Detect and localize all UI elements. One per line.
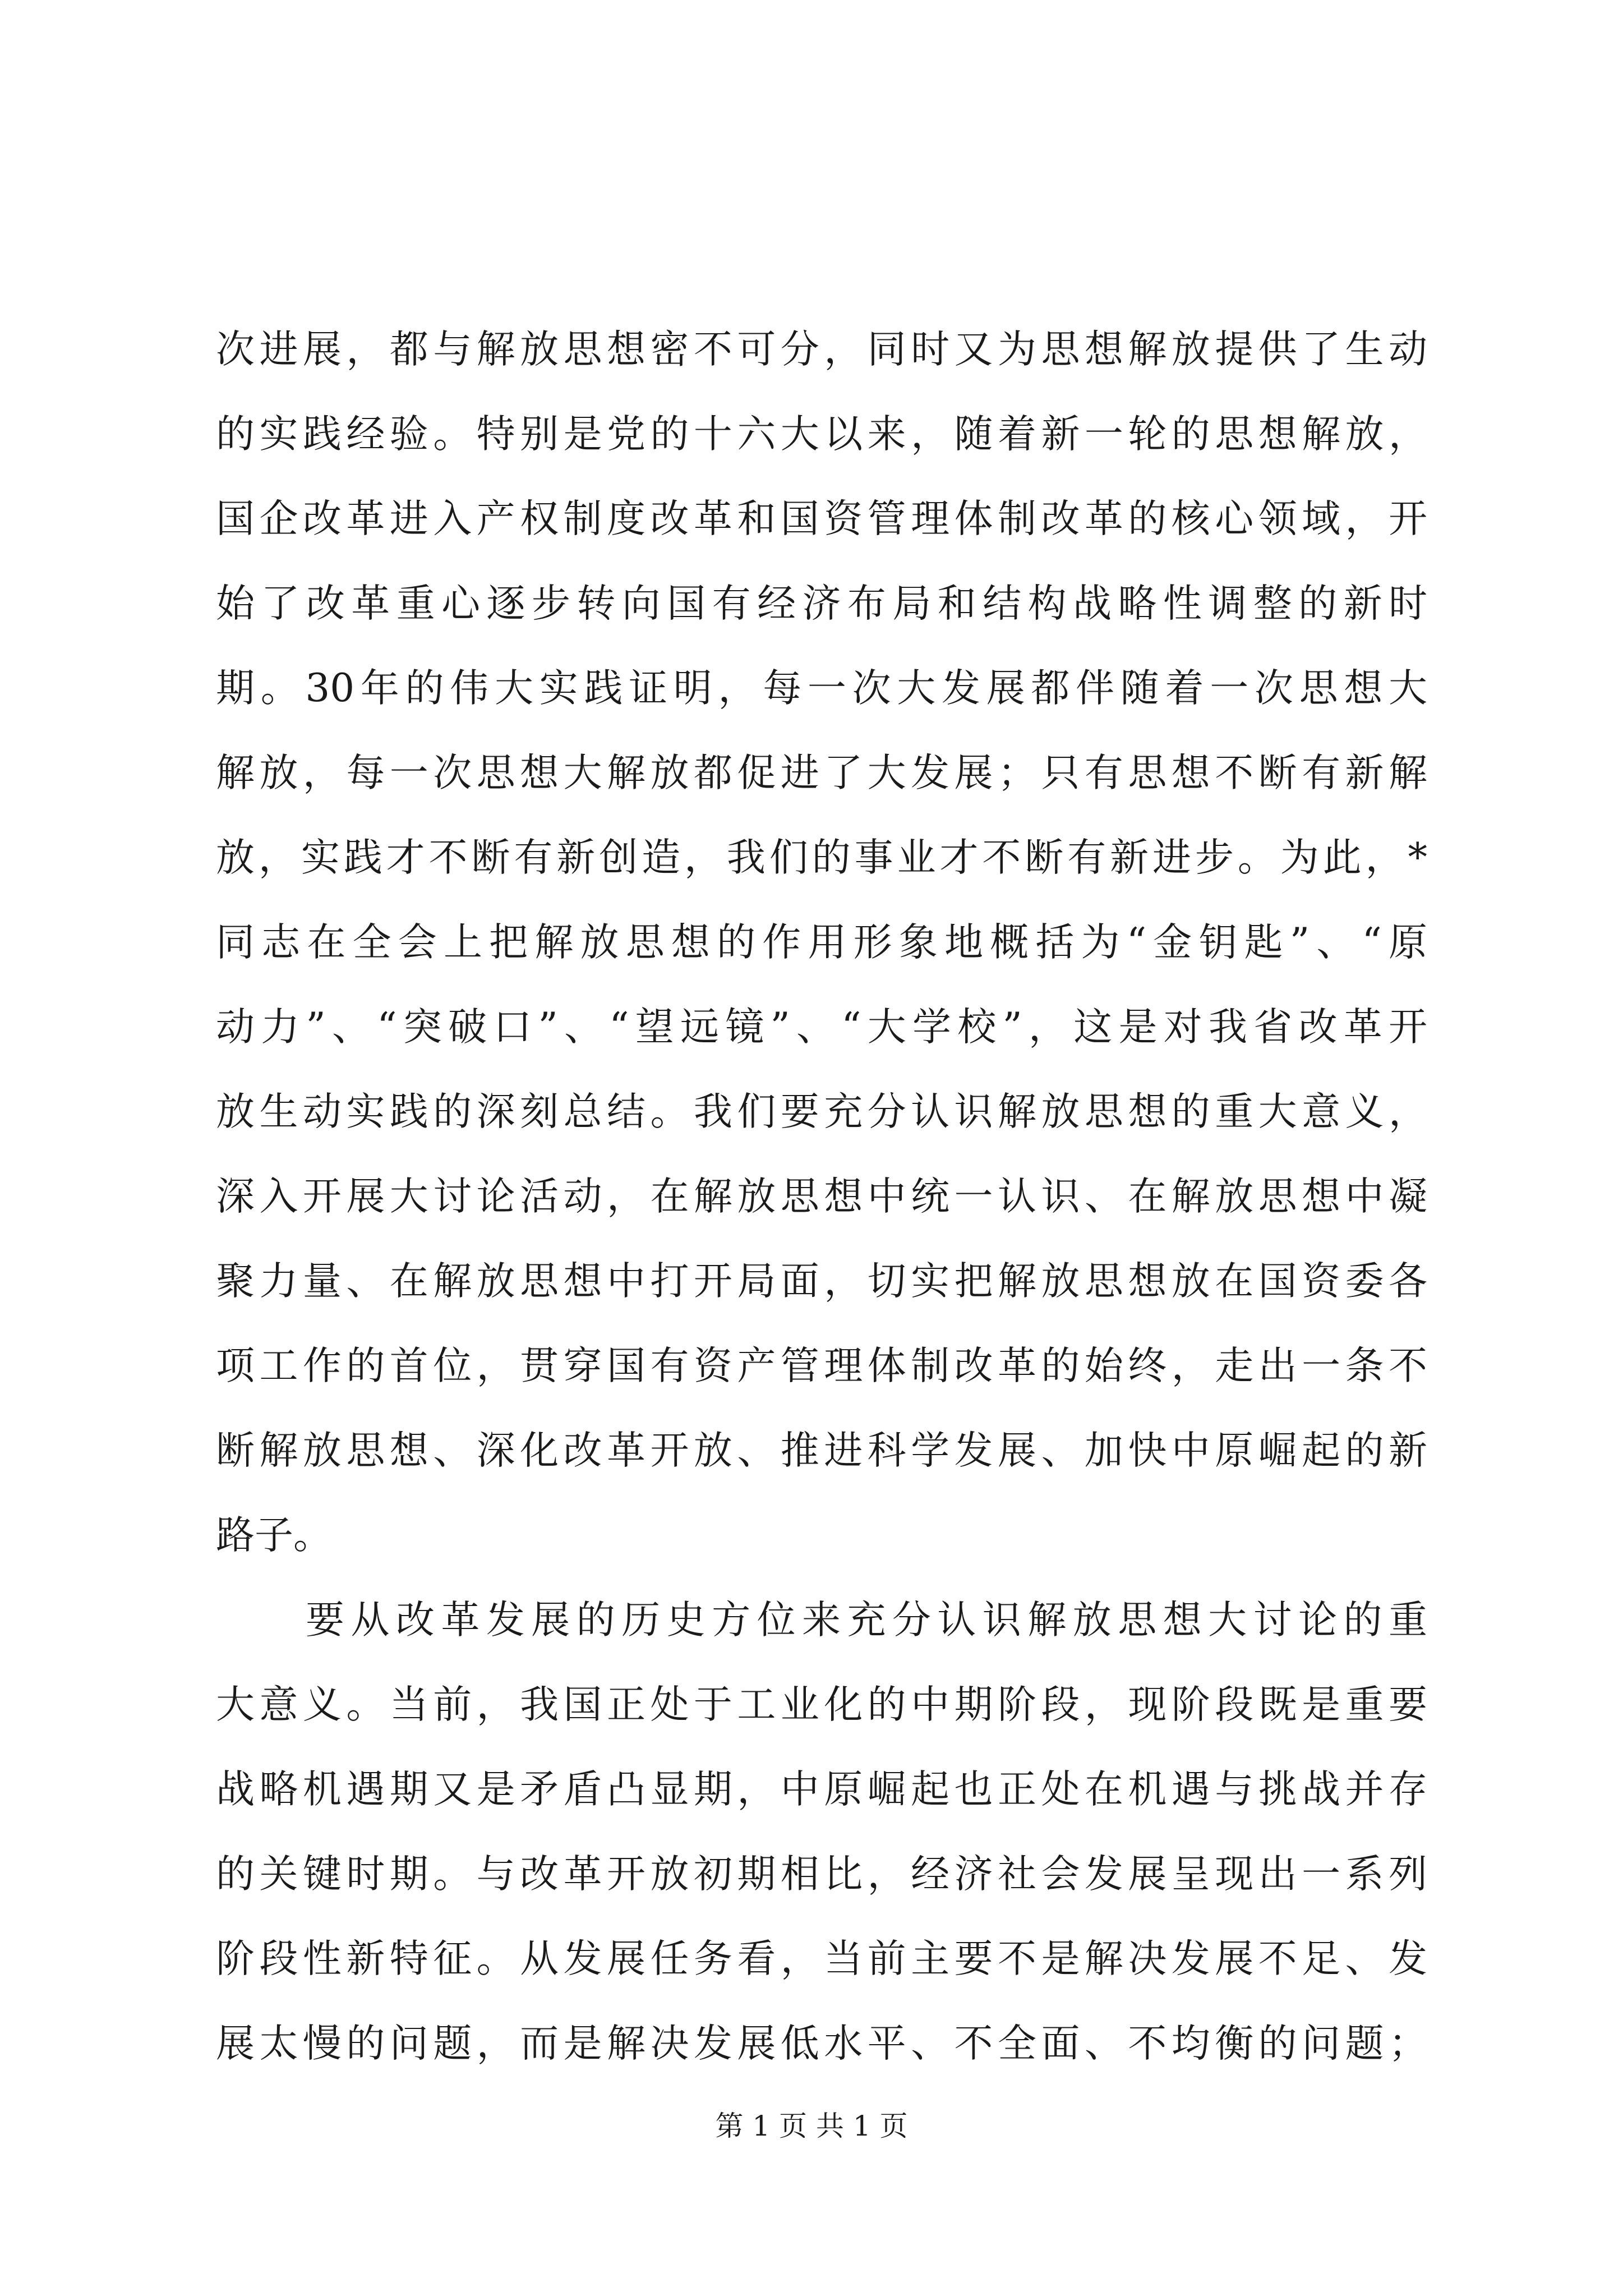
text-line: 路子。 (216, 1513, 332, 1558)
document-body (216, 307, 1427, 2086)
text-line: 展太慢的问题，而是解决发展低水平、不全面、不均衡的问题； (216, 2021, 1427, 2066)
page-number-label: 第 1 页 共 1 页 (715, 2110, 908, 2142)
text-line: 动力”、“突破口”、“望远镜”、“大学校”，这是对我省改革开 (216, 1005, 1427, 1050)
text-line: 放生动实践的深刻总结。我们要充分认识解放思想的重大意义， (216, 1089, 1427, 1134)
text-line: 深入开展大讨论活动，在解放思想中统一认识、在解放思想中凝 (216, 1174, 1427, 1219)
text-line: 要从改革发展的历史方位来充分认识解放思想大讨论的重 (306, 1598, 1427, 1642)
text-line: 项工作的首位，贯穿国有资产管理体制改革的始终，走出一条不 (216, 1343, 1427, 1388)
text-line: 次进展，都与解放思想密不可分，同时又为思想解放提供了生动 (216, 327, 1427, 372)
text-line: 期。30年的伟大实践证明，每一次大发展都伴随着一次思想大 (216, 666, 1427, 711)
text-line: 的关键时期。与改革开放初期相比，经济社会发展呈现出一系列 (216, 1852, 1427, 1897)
text-line: 大意义。当前，我国正处于工业化的中期阶段，现阶段既是重要 (216, 1682, 1427, 1727)
text-line: 的实践经验。特别是党的十六大以来，随着新一轮的思想解放， (216, 412, 1427, 457)
text-line: 阶段性新特征。从发展任务看，当前主要不是解决发展不足、发 (216, 1936, 1427, 1981)
paragraph-1 (216, 307, 1427, 1578)
text-line: 同志在全会上把解放思想的作用形象地概括为“金钥匙”、“原 (216, 920, 1427, 965)
text-line: 聚力量、在解放思想中打开局面，切实把解放思想放在国资委各 (216, 1259, 1427, 1304)
page-footer (0, 2104, 1623, 2144)
text-line: 断解放思想、深化改革开放、推进科学发展、加快中原崛起的新 (216, 1428, 1427, 1473)
text-line: 国企改革进入产权制度改革和国资管理体制改革的核心领域，开 (216, 496, 1427, 541)
text-line: 解放，每一次思想大解放都促进了大发展；只有思想不断有新解 (216, 751, 1427, 795)
paragraph-2 (216, 1578, 1427, 2086)
text-line: 始了改革重心逐步转向国有经济布局和结构战略性调整的新时 (216, 581, 1427, 626)
text-line: 战略机遇期又是矛盾凸显期，中原崛起也正处在机遇与挑战并存 (216, 1767, 1427, 1812)
text-line: 放，实践才不断有新创造，我们的事业才不断有新进步。为此，* (216, 835, 1427, 880)
